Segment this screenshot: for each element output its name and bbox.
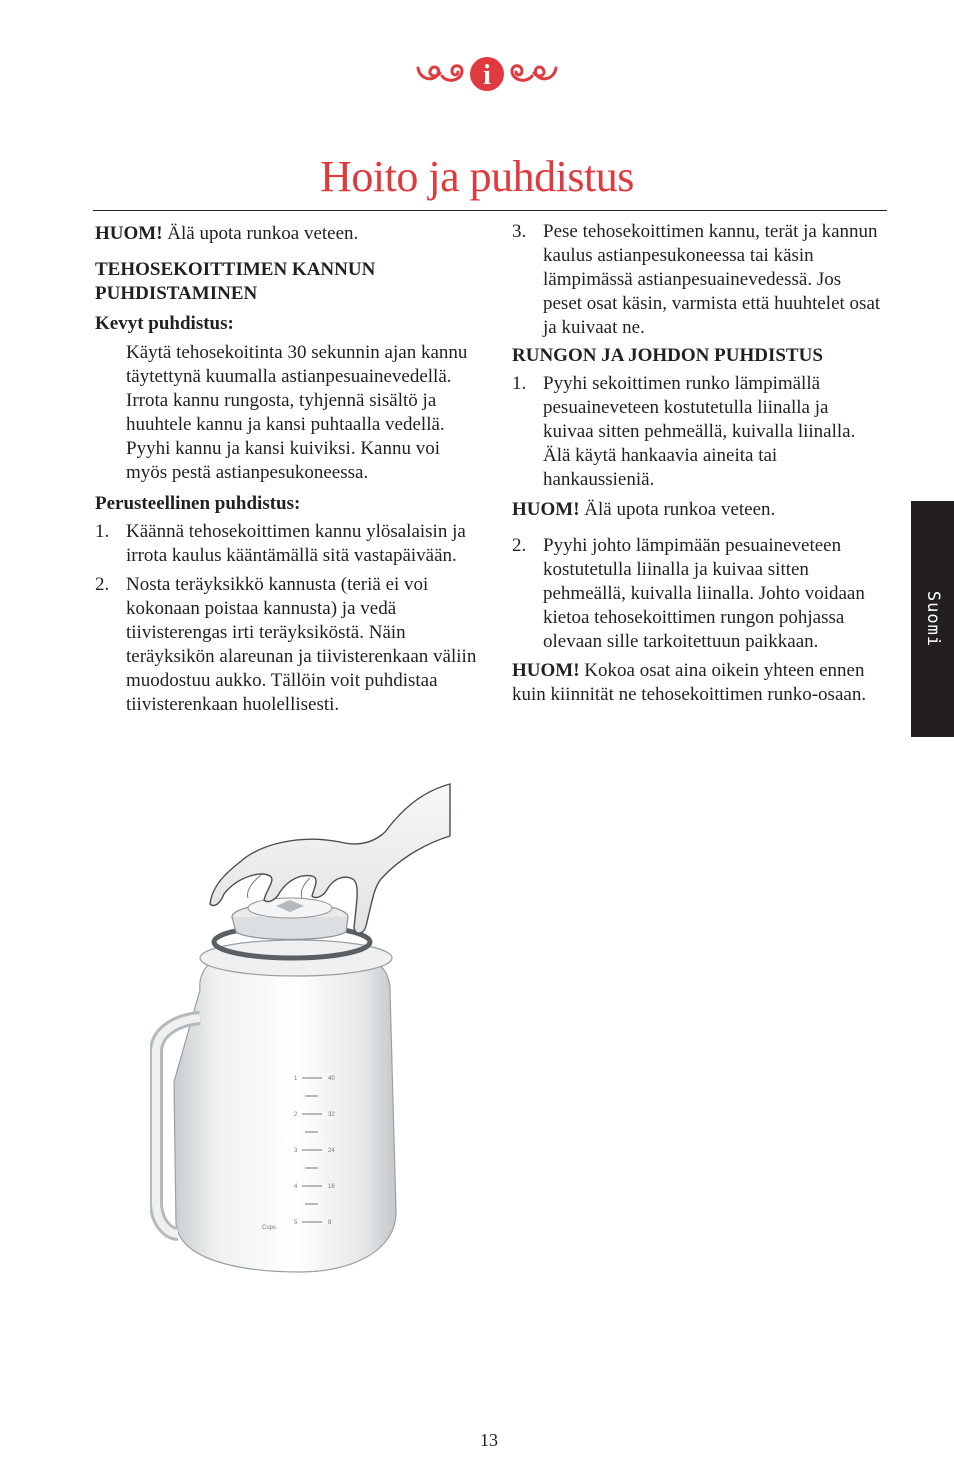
note-text: Kokoa osat aina oikein yhteen ennen kuin kiinnität ne tehosekoittimen runko-osaan. xyxy=(512,660,867,705)
svg-text:3: 3 xyxy=(294,1148,298,1154)
list-number: 2. xyxy=(512,535,527,556)
info-ornament-icon xyxy=(412,54,562,94)
note-label: HUOM! xyxy=(512,660,580,681)
list-number: 3. xyxy=(512,221,527,242)
left-column xyxy=(95,222,480,717)
svg-text:5: 5 xyxy=(294,1220,298,1226)
note-paragraph xyxy=(95,222,480,246)
svg-text:4: 4 xyxy=(294,1184,298,1190)
section-heading-line1: TEHOSEKOITTIMEN KANNUN xyxy=(95,259,376,280)
list-item xyxy=(512,534,882,654)
list-item xyxy=(95,573,480,717)
note-text: Älä upota runkoa veteen. xyxy=(162,223,359,244)
language-tab xyxy=(911,501,954,737)
list-text: Nosta teräyksikkö kannusta (teriä ei voi kokonaan poistaa kannusta) ja vedä tiivisterengas irti teräyksiköstä. Näin teräyksikön alareunan ja tiivisterenkaan väliin muodostuu aukko. Tällöin voit puhdistaa tiivisterenkaan huolellisesti. xyxy=(126,574,477,715)
svg-text:i: i xyxy=(483,60,491,91)
list-text: Pese tehosekoittimen kannu, terät ja kannun kaulus astianpesukoneessa tai käsin lämpimässä astianpesuainevedessä. Jos peset osat käsin, varmista että huuhtelet osat ja kuivaat ne. xyxy=(543,221,881,338)
subheading-light-cleaning: Kevyt puhdistus: xyxy=(95,313,234,334)
note-paragraph xyxy=(512,659,882,707)
section-heading-line2: PUHDISTAMINEN xyxy=(95,283,258,304)
light-cleaning-body: Käytä tehosekoitinta 30 sekunnin ajan kannu täytettynä kuumalla astianpesuainevedellä. Irrota kannu rungosta, tyhjennä sisältö ja huuhtele kannu ja kansi puhtaalla vedellä. Pyyhi kannu ja kansi kuiviksi. Kannu voi myös pestä astianpesukoneessa. xyxy=(126,342,468,483)
svg-text:2: 2 xyxy=(294,1112,298,1118)
blender-jar-illustration xyxy=(150,782,470,1287)
list-number: 1. xyxy=(95,521,110,542)
note-label: HUOM! xyxy=(512,499,580,520)
list-item xyxy=(95,520,480,568)
list-number: 2. xyxy=(95,574,110,595)
note-text: Älä upota runkoa veteen. xyxy=(579,499,776,520)
list-number: 1. xyxy=(512,373,527,394)
svg-text:32: 32 xyxy=(328,1112,335,1118)
list-item xyxy=(512,372,882,492)
note-label: HUOM! xyxy=(95,223,163,244)
list-text: Käännä tehosekoittimen kannu ylösalaisin ja irrota kaulus kääntämällä sitä vastapäivään. xyxy=(126,521,466,566)
page-number: 13 xyxy=(480,1430,498,1450)
section-heading: RUNGON JA JOHDON PUHDISTUS xyxy=(512,345,823,366)
section-heading xyxy=(95,258,480,306)
svg-text:1: 1 xyxy=(294,1076,298,1082)
list-text: Pyyhi sekoittimen runko lämpimällä pesuaineveteen kostutetulla liinalla ja kuivaa sitten pehmeällä, kuivalla liinalla. Älä käytä hankaavia aineita tai hankaussieniä. xyxy=(543,373,856,490)
svg-text:24: 24 xyxy=(328,1148,335,1154)
list-item xyxy=(512,220,882,340)
note-paragraph xyxy=(512,498,882,522)
svg-text:8: 8 xyxy=(328,1220,332,1226)
right-column xyxy=(512,220,882,707)
subheading-thorough-cleaning: Perusteellinen puhdistus: xyxy=(95,493,301,514)
title-divider xyxy=(93,210,887,211)
page-title: Hoito ja puhdistus xyxy=(320,152,634,201)
list-text: Pyyhi johto lämpimään pesuaineveteen kostutetulla liinalla ja kuivaa sitten pehmeällä, kuivalla liinalla. Johto voidaan kietoa tehosekoittimen rungon pohjassa olevaan sille tarkoitettuun paikkaan. xyxy=(543,535,865,652)
svg-text:16: 16 xyxy=(328,1184,335,1190)
svg-text:40: 40 xyxy=(328,1076,335,1082)
language-tab-label: Suomi xyxy=(922,590,943,648)
svg-text:Cups: Cups xyxy=(262,1225,277,1231)
